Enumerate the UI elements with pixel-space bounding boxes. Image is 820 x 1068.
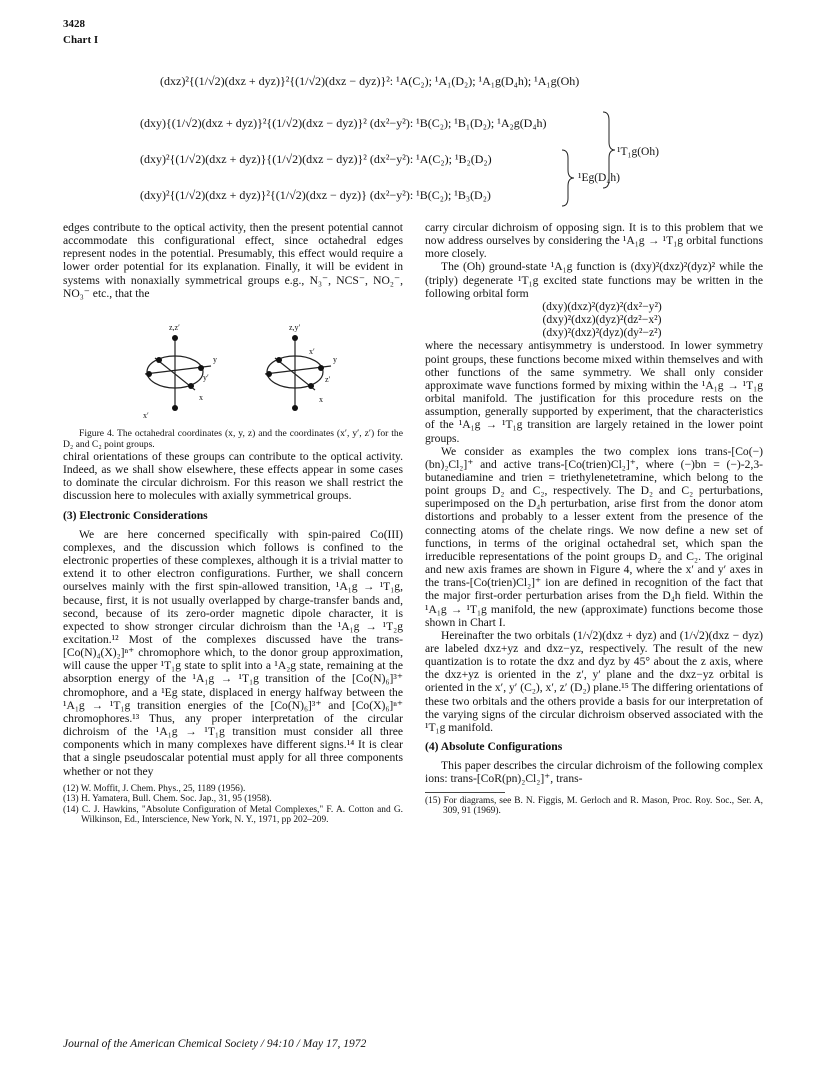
footnote-12: (12) W. Moffit, J. Chem. Phys., 25, 1189 (1956).	[63, 783, 246, 794]
figure-4-caption: Figure 4. The octahedral coordinates (x, y, z) and the coordinates (x′, y′, z′) for the D₂ and C₂ point groups.	[63, 427, 403, 450]
fig-label-left-yprime: y′	[203, 372, 209, 382]
formula-3: (dxy)²(dxz)²(dyz)(dy²−z²)	[542, 326, 662, 340]
chart-line-1: (dxz)²{(1/√2)(dxz + dyz)}²{(1/√2)(dxz − dyz)}²: ¹A(C₂); ¹A₁(D₂); ¹A₁g(D₄h); ¹A₁g(Oh)	[160, 74, 580, 88]
right-para-3: where the necessary antisymmetry is understood. In lower symmetry point groups, these functions become mixed within themselves and with other functions of the same symmetry. We shall only consider approximate wave functions formed by mixing within the ¹A₁g → ¹T₁g orbital manifold. The justification for this procedure rests on the assumption, generally supported by experiment, that the characteristics of the ¹A₁g → ¹T₁g transition are largely retained in the lower point groups.	[425, 339, 763, 445]
fig-label-right-xprime: x′	[309, 346, 315, 356]
chart-line-2: (dxy){(1/√2)(dxz + dyz)}²{(1/√2)(dxz − dyz)}² (dx²−y²): ¹B(C₂); ¹B₁(D₂); ¹A₂g(D₄h)	[140, 116, 547, 130]
fig-label-right-x: x	[319, 394, 323, 404]
fig-label-right-y: y	[333, 354, 337, 364]
fig-label-left-x: x	[199, 392, 203, 402]
section-3-title: (3) Electronic Considerations	[63, 508, 208, 522]
chart-braces	[0, 0, 820, 240]
left-column	[63, 221, 403, 826]
fig-label-left-xprime: x′	[143, 410, 149, 420]
footnote-15: (15) For diagrams, see B. N. Figgis, M. Gerloch and R. Mason, Proc. Roy. Soc., Ser. A, 309, 91 (1969).	[425, 795, 763, 817]
footnote-rule	[425, 792, 505, 793]
eg-label: ¹Eg(D₄h)	[578, 172, 620, 184]
figure-4	[63, 310, 403, 428]
t1g-label: ¹T₁g(Oh)	[617, 146, 659, 158]
fig-label-left-top: z,z′	[169, 322, 180, 332]
formula-2: (dxy)²(dxz)(dyz)²(dz²−x²)	[542, 313, 662, 327]
footnote-13: (13) H. Yamatera, Bull. Chem. Soc. Jap., 31, 95 (1958).	[63, 794, 272, 805]
left-para-2: chiral orientations of these groups can contribute to the optical activity. Indeed, as we shall show elsewhere, these effects appear in some cases to dominate the circular dichroism. For this reason we shall restrict the discussion here to molecules with axially symmetrical groups.	[63, 449, 403, 503]
chart-line-3: (dxy)²{(1/√2)(dxz + dyz)}{(1/√2)(dxz − dyz)}² (dx²−y²): ¹A(C₂); ¹B₂(D₂)	[140, 152, 492, 166]
right-para-5: Hereinafter the two orbitals (1/√2)(dxz + dyz) and (1/√2)(dxz − dyz) are labeled dxz+yz and dxz−yz, respectively. The result of the new quantization is to rotate the dxz and dyz by 45° about the z axis, where the dxz+yz is oriented in the z′, y′ plane and the dxz−yz orbital is oriented in the x′, y′ (C₂), x′, z′ (D₂) plane.¹⁵ The differing orientations of these two orbitals and the others provide a basis for our interpretation of the varying signs of the circular dichroism observed associated with the ¹T₁g manifold.	[425, 628, 763, 734]
chart-label: Chart I	[63, 34, 99, 46]
fig-label-left-y: y	[213, 354, 217, 364]
fig-label-right-top: z,y′	[289, 322, 301, 332]
left-para-1: edges contribute to the optical activity, then the present potential cannot accommodate this configurational effect, since octahedral edges represent nodes in the potential. Presumably, this effect would require a lower order potential for its explanation. Finally, it will be evident in systems with nonaxially symmetrical groups e.g., N₃⁻, NCS⁻, NO₂⁻, NO₃⁻ etc., that the	[63, 221, 403, 300]
chart-line-4: (dxy)²{(1/√2)(dxz + dyz)}²{(1/√2)(dxz − dyz)} (dx²−y²): ¹B(C₂); ¹B₃(D₂)	[140, 188, 491, 202]
right-para-4: We consider as examples the two complex ions trans-[Co(−)(bn)₂Cl₂]⁺ and active trans-[Co(trien)Cl₂]⁺, where (−)bn = (−)-2,3-butanediamine and trien = triethylenetetramine, which belong to the point groups D₂ and C₂, respectively. The D₂ and C₂ perturbations, superimposed on the D₄h perturbation, arise first from the donor atom distortions and probably to a lesser extent from the presence of the connecting atoms of the chelate rings. We now define a new set of functions, in terms of the original octahedral set, which span the irreducible representations of the point groups D₂ and C₂. The original and new axis frames are shown in Figure 4, where the x′ and y′ axes in the trans-[Co(trien)Cl₂]⁺ ion are defined in recognition of the fact that the major first-order perturbation arises from the D₄h field. Within the ¹A₁g → ¹T₁g manifold, the new (approximate) functions become those shown in Chart I.	[425, 444, 763, 629]
right-para-2: The (Oh) ground-state ¹A₁g function is (dxy)²(dxz)²(dyz)² while the (triply) degenerate ¹T₁g excited state functions may be written in the following orbital form	[425, 260, 763, 300]
left-para-3: We are here concerned specifically with spin-paired Co(III) complexes, and the discussion which follows is confined to the electronic properties of these complexes, although it is a trivial matter to extend it to other electron configurations. Further, we shall concern ourselves mainly with the first spin-allowed transition, ¹A₁g → ¹T₁g, because, first, it is not usually overlapped by charge-transfer bands and, second, because of its zero-order magnetic dipole character, it is expected to show stronger circular dichroism than the ¹A₁g → ¹T₂g excitation.¹² Most of the complexes discussed have the trans-[Co(N)₄(X)₂]ⁿ⁺ chromophore which, to the donor group approximation, will cause the upper ¹T₁g state to split into a ¹A₂g state, remaining at the absorption energy of the ¹A₁g → ¹T₁g transition of the [Co(N)₆]³⁺ chromophore, and a ¹Eg state, displaced in energy halfway between the ¹A₁g → ¹T₁g transition energies of the [Co(N)₆]³⁺ and [Co(X)₆]ⁿ⁺ chromophores.¹³ Thus, any proper interpretation of the circular dichroism of the ¹A₁g → ¹T₁g transition must consider all three components which in many complexes have different signs.¹⁴ It is clear that a single pseudoscalar potential must apply for all three components whether or not they	[63, 527, 403, 778]
left-footnotes	[63, 784, 403, 826]
page-number: 3428	[63, 18, 85, 30]
fig-label-right-zprime: z′	[325, 374, 331, 384]
right-column	[425, 221, 763, 817]
journal-footer: Journal of the American Chemical Society / 94:10 / May 17, 1972	[63, 1038, 367, 1050]
right-para-1: carry circular dichroism of opposing sign. It is to this problem that we now address ourselves by considering the ¹A₁g → ¹T₁g orbital functions more closely.	[425, 221, 763, 261]
section-4-title: (4) Absolute Configurations	[425, 740, 563, 754]
footnote-14: (14) C. J. Hawkins, "Absolute Configuration of Metal Complexes," F. A. Cotton and G. Wilkinson, Ed., Interscience, New York, N. Y., 1971, pp 202–209.	[63, 804, 403, 826]
right-para-6: This paper describes the circular dichroism of the following complex ions: trans-[CoR(pn)₂Cl₂]⁺, trans-	[425, 759, 763, 786]
formula-1: (dxy)(dxz)²(dyz)²(dx²−y²)	[542, 299, 662, 313]
